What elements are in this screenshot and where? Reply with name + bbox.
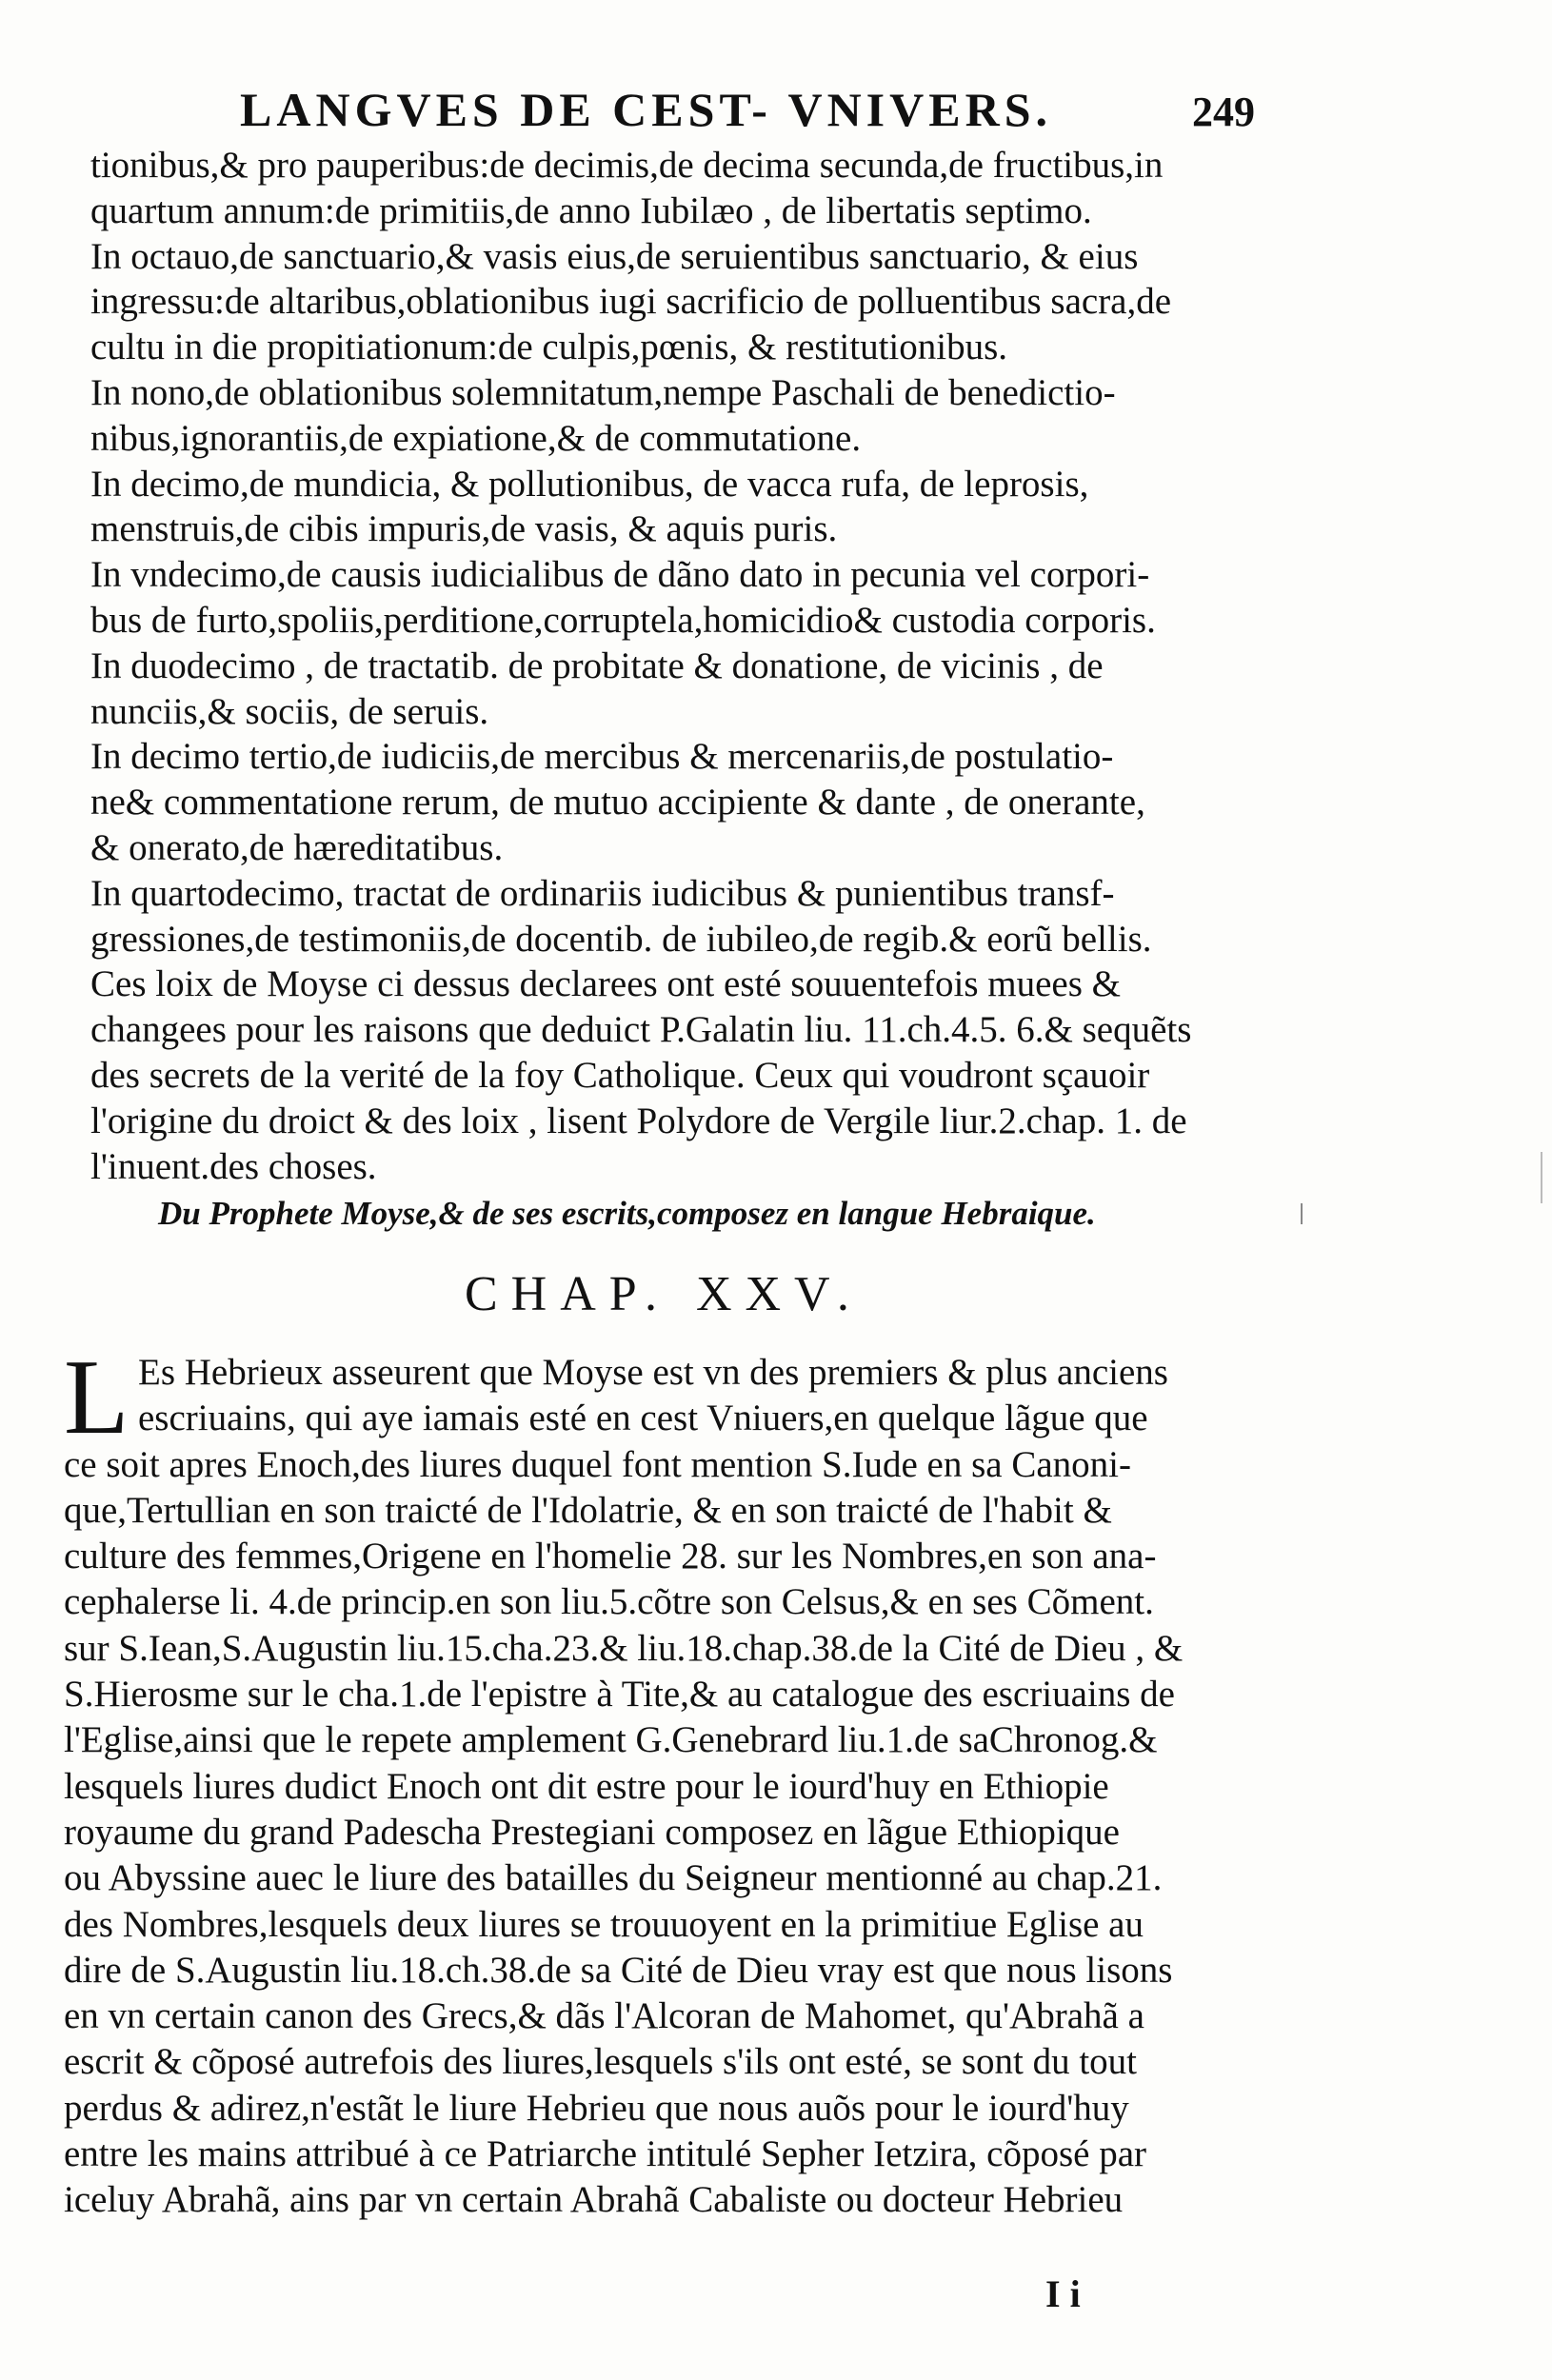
text-line: sur S.Iean,S.Augustin liu.15.cha.23.& liu.18.chap.38.de la Cité de Dieu , & [64, 1627, 1184, 1669]
text-line: iceluy Abrahã, ains par vn certain Abrahã Cabaliste ou docteur Hebrieu [64, 2179, 1124, 2221]
text-line: In duodecimo , de tractatib. de probitate & donatione, de vicinis , de [90, 645, 1104, 686]
text-line: ne& commentatione rerum, de mutuo accipiente & dante , de onerante, [90, 782, 1145, 823]
text-line: bus de furto,spoliis,perditione,corruptela,homicidio& custodia corporis. [90, 599, 1156, 641]
body-text [90, 143, 1252, 1189]
text-line: dire de S.Augustin liu.18.ch.38.de sa Cité de Dieu vray est que nous lisons [64, 1949, 1173, 1991]
text-line: que,Tertullian en son traicté de l'Idolatrie, & en son traicté de l'habit & [64, 1489, 1112, 1531]
text-line: ou Abyssine auec le liure des batailles du Seigneur mentionné au chap.21. [64, 1857, 1163, 1899]
text-line: royaume du grand Padescha Prestegiani composez en lãgue Ethiopique [64, 1811, 1120, 1853]
text-line: menstruis,de cibis impuris,de vasis, & aquis puris. [90, 508, 838, 550]
text-line: Es Hebrieux asseurent que Moyse est vn des premiers & plus anciens [138, 1352, 1168, 1393]
text-line: lesquels liures dudict Enoch ont dit estre pour le iourd'huy en Ethiopie [64, 1765, 1109, 1807]
section-subtitle: Du Prophete Moyse,& de ses escrits,composez en langue Hebraique. [158, 1195, 1096, 1232]
chapter-text [64, 1339, 1254, 2224]
text-line: quartum annum:de primitiis,de anno Iubilæo , de libertatis septimo. [90, 189, 1092, 231]
text-line: cephalerse li. 4.de princip.en son liu.5.cõtre son Celsus,& en ses Cõment. [64, 1581, 1154, 1623]
margin-stroke [1541, 1152, 1542, 1203]
text-line: cultu in die propitiationum:de culpis,pœnis, & restitutionibus. [90, 327, 1008, 368]
text-line: S.Hierosme sur le cha.1.de l'epistre à Tite,& au catalogue des escriuains de [64, 1674, 1175, 1716]
page-number: 249 [1192, 89, 1255, 135]
signature-mark: I i [1045, 2272, 1081, 2315]
text-line: In vndecimo,de causis iudicialibus de dãno dato in pecunia vel corpori- [90, 554, 1150, 596]
text-line: l'origine du droict & des loix , lisent Polydore de Vergile liur.2.chap. 1. de [90, 1100, 1187, 1141]
text-line: ingressu:de altaribus,oblationibus iugi sacrificio de polluentibus sacra,de [90, 281, 1172, 323]
text-line: escriuains, qui aye iamais esté en cest Vniuers,en quelque lãgue que [138, 1398, 1148, 1439]
text-line: en vn certain canon des Grecs,& dãs l'Alcoran de Mahomet, qu'Abrahã a [64, 1995, 1144, 2037]
text-line: changees pour les raisons que deduict P.Galatin liu. 11.ch.4.5. 6.& sequẽts [90, 1009, 1192, 1051]
text-line: l'inuent.des choses. [90, 1145, 377, 1187]
text-line: In nono,de oblationibus solemnitatum,nempe Paschali de benedictio- [90, 371, 1116, 413]
page-header [0, 82, 1552, 149]
text-line: Ces loix de Moyse ci dessus declarees ont esté souuentefois muees & [90, 963, 1122, 1005]
text-line: ce soit apres Enoch,des liures duquel font mention S.Iude en sa Canoni- [64, 1443, 1131, 1485]
text-line: culture des femmes,Origene en l'homelie 28. sur les Nombres,en son ana- [64, 1536, 1157, 1577]
text-line: escrit & cõposé autrefois des liures,lesquels s'ils ont esté, se sont du tout [64, 2041, 1138, 2083]
text-line: gressiones,de testimoniis,de docentib. de iubileo,de regib.& eorũ bellis. [90, 918, 1152, 960]
text-line: l'Eglise,ainsi que le repete amplement G.Genebrard liu.1.de saChronog.& [64, 1719, 1158, 1761]
text-line: nunciis,& sociis, de seruis. [90, 690, 489, 732]
text-line: In decimo,de mundicia, & pollutionibus, de vacca rufa, de leprosis, [90, 463, 1089, 505]
text-line: perdus & adirez,n'estãt le liure Hebrieu que nous auõs pour le iourd'huy [64, 2087, 1129, 2129]
text-line: In octauo,de sanctuario,& vasis eius,de seruientibus sanctuario, & eius [90, 235, 1139, 277]
text-line: & onerato,de hæreditatibus. [90, 826, 504, 868]
margin-stroke [1301, 1203, 1303, 1224]
drop-cap: L [64, 1339, 129, 1457]
running-title: LANGVES DE CEST- VNIVERS. [240, 83, 1053, 136]
text-line: des Nombres,lesquels deux liures se trouuoyent en la primitiue Eglise au [64, 1903, 1144, 1945]
text-line: In quartodecimo, tractat de ordinariis iudicibus & punientibus transf- [90, 872, 1115, 914]
text-line: nibus,ignorantiis,de expiatione,& de commutatione. [90, 417, 862, 459]
chapter-heading: CHAP. XXV. [465, 1267, 863, 1321]
text-line: In decimo tertio,de iudiciis,de mercibus & mercenariis,de postulatio- [90, 736, 1114, 778]
text-line: tionibus,& pro pauperibus:de decimis,de decima secunda,de fructibus,in [90, 145, 1164, 186]
text-line: des secrets de la verité de la foy Catholique. Ceux qui voudront sçauoir [90, 1054, 1150, 1096]
text-line: entre les mains attribué à ce Patriarche intitulé Sepher Ietzira, cõposé par [64, 2133, 1146, 2175]
